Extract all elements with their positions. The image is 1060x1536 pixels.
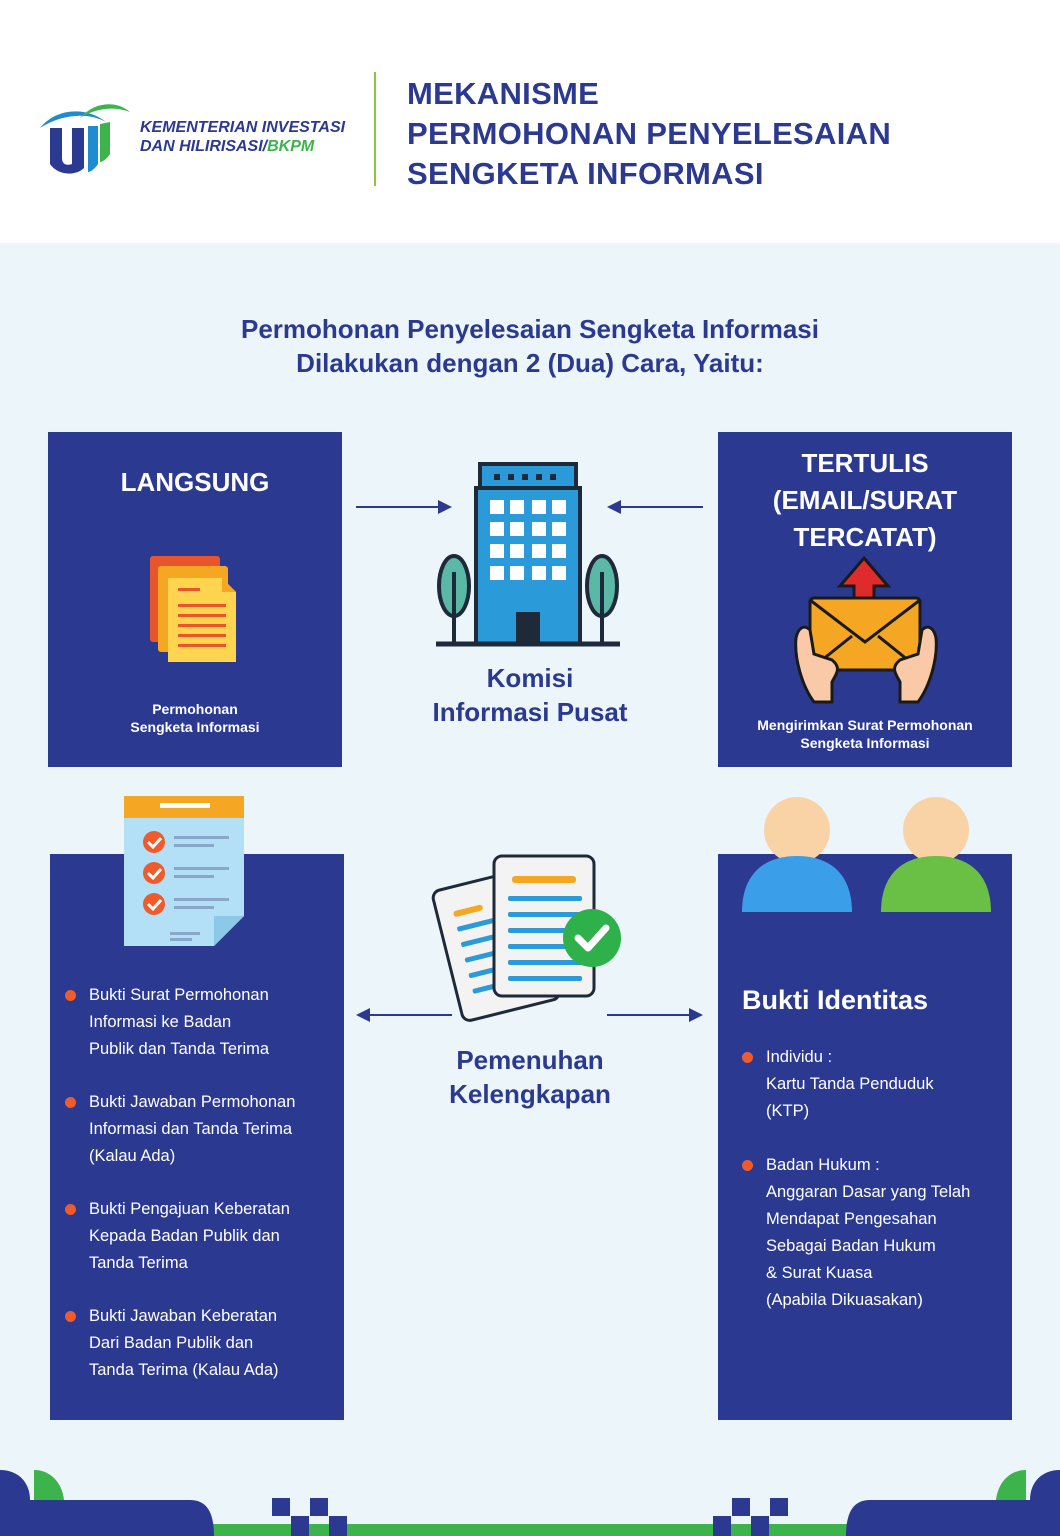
requirement-line: (Kalau Ada) (89, 1147, 176, 1165)
logo-line1: KEMENTERIAN INVESTASI (140, 119, 346, 136)
identity-line: Kartu Tanda Penduduk (766, 1075, 934, 1093)
langsung-caption-line-2: Sengketa Informasi (130, 719, 260, 735)
tertulis-box (718, 432, 1012, 767)
title-line-2: PERMOHONAN PENYELESAIAN (407, 116, 892, 151)
pemenuhan-line-2: Kelengkapan (449, 1079, 611, 1109)
langsung-box (48, 432, 342, 767)
kementerian-logo-icon (36, 98, 132, 178)
pemenuhan-label (380, 1043, 680, 1111)
requirement-line: Informasi ke Badan (89, 1013, 232, 1031)
header-divider (374, 72, 376, 186)
komisi-line-1: Komisi (486, 663, 574, 693)
identity-line: Mendapat Pengesahan (766, 1210, 937, 1228)
langsung-caption-line-1: Permohonan (152, 701, 238, 717)
identity-item (742, 1152, 1004, 1314)
header (0, 0, 1060, 243)
identity-line: Badan Hukum : (766, 1156, 880, 1174)
requirement-line: Bukti Pengajuan Keberatan (89, 1200, 290, 1218)
people-icon (740, 796, 994, 912)
requirement-line: Bukti Jawaban Permohonan (89, 1093, 296, 1111)
bukti-identitas-title: Bukti Identitas (742, 985, 929, 1015)
requirement-line: Tanda Terima (Kalau Ada) (89, 1361, 279, 1379)
identity-line: (Apabila Dikuasakan) (766, 1291, 923, 1309)
bukti-identitas-list (742, 1044, 1004, 1314)
requirement-line: Bukti Jawaban Keberatan (89, 1307, 278, 1325)
requirement-line: Kepada Badan Publik dan (89, 1227, 280, 1245)
requirement-line: Tanda Terima (89, 1254, 188, 1272)
requirement-item (65, 1303, 335, 1384)
subtitle-line-2: Dilakukan dengan 2 (Dua) Cara, Yaitu: (296, 348, 764, 378)
langsung-caption (48, 700, 342, 736)
identity-line: Individu : (766, 1048, 833, 1066)
identity-line: (KTP) (766, 1102, 810, 1120)
tertulis-title-line-2: (EMAIL/SURAT (772, 485, 958, 515)
subtitle-line-1: Permohonan Penyelesaian Sengketa Informasi (241, 314, 819, 344)
title-line-3: SENGKETA INFORMASI (407, 156, 764, 191)
identity-item (742, 1044, 1004, 1125)
document-stack-icon (150, 554, 240, 664)
tertulis-title-line-3: TERCATAT) (793, 522, 937, 552)
komisi-label (380, 661, 680, 729)
identity-line: Sebagai Badan Hukum (766, 1237, 936, 1255)
requirements-list (65, 982, 335, 1384)
arrow-left-icon (356, 1006, 452, 1024)
requirement-line: Informasi dan Tanda Terima (89, 1120, 293, 1138)
subtitle (0, 312, 1060, 380)
tertulis-caption-line-1: Mengirimkan Surat Permohonan (757, 717, 973, 733)
tertulis-title (718, 445, 1012, 556)
tertulis-title-line-1: TERTULIS (801, 448, 929, 478)
requirement-item (65, 1089, 335, 1170)
approved-documents-icon (436, 854, 626, 1024)
footer-decoration (0, 1460, 1060, 1536)
requirement-line: Bukti Surat Permohonan (89, 986, 269, 1004)
requirement-line: Dari Badan Publik dan (89, 1334, 254, 1352)
checklist-icon (124, 796, 246, 948)
requirement-item (65, 1196, 335, 1277)
title-line-1: MEKANISME (407, 76, 600, 111)
requirement-line: Publik dan Tanda Terima (89, 1040, 270, 1058)
komisi-line-2: Informasi Pusat (432, 697, 628, 727)
requirement-item (65, 982, 335, 1063)
building-icon (434, 462, 624, 650)
langsung-title: LANGSUNG (120, 467, 270, 497)
envelope-upload-icon (792, 558, 940, 704)
logo-line2: DAN HILIRISASI/ (140, 138, 268, 155)
identity-line: Anggaran Dasar yang Telah (766, 1183, 971, 1201)
page-title (407, 74, 891, 194)
arrow-right-icon (607, 1006, 703, 1024)
logo-line2-green: BKPM (267, 138, 315, 155)
tertulis-caption (718, 716, 1012, 752)
identity-line: & Surat Kuasa (766, 1264, 873, 1282)
logo-text (140, 118, 345, 156)
tertulis-caption-line-2: Sengketa Informasi (800, 735, 930, 751)
pemenuhan-line-1: Pemenuhan (456, 1045, 604, 1075)
